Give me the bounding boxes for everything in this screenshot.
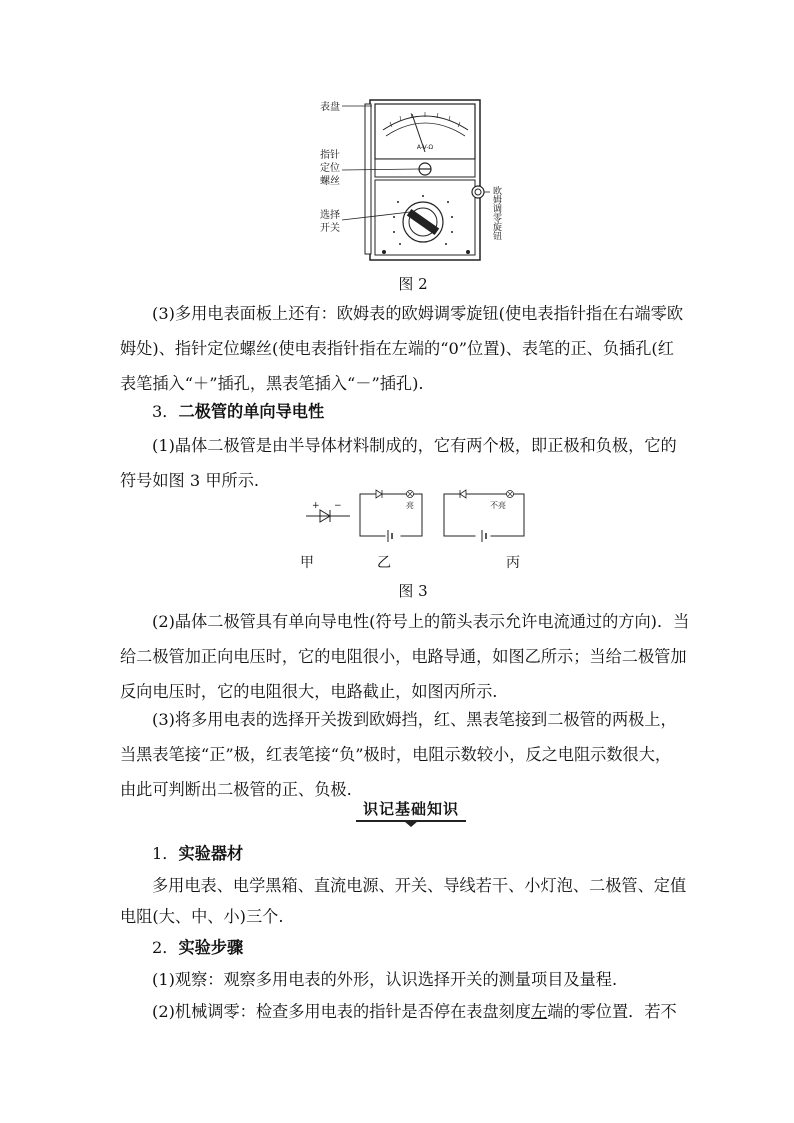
text-line: 给二极管加正向电压时，它的电阻很小，电路导通，如图乙所示；当给二极管加 [120, 647, 687, 666]
figure-2-caption: 图 2 [398, 275, 428, 293]
section-number: 2． [152, 938, 179, 957]
section-title: 实验步骤 [178, 938, 244, 957]
figure-3-label-c: 丙 [506, 555, 520, 571]
figure-3-label-a: 甲 [300, 555, 314, 571]
text-line [120, 994, 676, 1029]
diode-circuit-figure [300, 486, 540, 546]
section-number: 3． [152, 402, 179, 421]
section-title: 实验器材 [178, 844, 244, 863]
section-3-heading [152, 394, 708, 429]
text-line: 反向电压时，它的电阻很大，电路截止，如图丙所示. [120, 682, 498, 701]
paragraph-diode-intro [120, 428, 676, 463]
paragraph-panel-features-cont [120, 331, 676, 401]
selector-label-2: 开关 [320, 223, 340, 234]
pointer-screw-label-3: 螺丝 [320, 176, 340, 187]
ohm-knob-label: 欧姆调零旋钮 [491, 186, 501, 240]
paragraph-judge-polarity-cont [120, 737, 676, 807]
section-1-heading [152, 836, 708, 871]
selector-label-1: 选择 [320, 210, 340, 221]
section-number: 1． [152, 844, 179, 863]
pointer-screw-label-1: 指针 [320, 150, 340, 161]
step-mechanical-zero [120, 994, 676, 1029]
step-text-before: (2)机械调零：检查多用电表的指针是否停在表盘刻度 [152, 1002, 532, 1021]
paragraph-unidirectional-cont [120, 639, 687, 709]
banner-title: 识记基础知识 [362, 800, 459, 818]
text-line: 当黑表笔接“正”极，红表笔接“负”极时，电阻示数较小，反之电阻示数很大， [120, 745, 672, 764]
text-line: (2)晶体二极管具有单向导电性(符号上的箭头表示允许电流通过的方向)．当 [152, 612, 690, 631]
text-line: (3)将多用电表的选择开关拨到欧姆挡，红、黑表笔接到二极管的两极上， [152, 710, 677, 729]
step-observe [120, 962, 676, 997]
multimeter-figure [318, 92, 508, 264]
underlined-word: 左 [531, 1002, 548, 1021]
figure-3-caption: 图 3 [398, 582, 428, 600]
section-banner [352, 798, 470, 828]
paragraph-equipment [120, 868, 687, 903]
banner-underline [352, 818, 470, 828]
dial-label: 表盘 [320, 102, 340, 113]
paragraph-panel-features [120, 296, 684, 331]
section-title: 二极管的单向导电性 [178, 402, 325, 421]
plus-sign: + [312, 501, 320, 511]
lit-label: 亮 [406, 501, 414, 510]
pointer-screw-label-2: 定位 [320, 163, 340, 174]
paragraph-equipment-cont [120, 899, 676, 934]
text-line: (3)多用电表面板上还有：欧姆表的欧姆调零旋钮(使电表指针指在右端零欧 [152, 304, 684, 323]
figure-3-label-b: 乙 [377, 555, 391, 571]
minus-sign: − [334, 501, 342, 511]
text-line: (1)观察：观察多用电表的外形，认识选择开关的测量项目及量程. [152, 970, 618, 989]
text-line: 姆处)、指针定位螺丝(使电表指针指在左端的“0”位置)、表笔的正、负插孔(红 [120, 339, 674, 358]
step-text-after: 端的零位置．若不 [547, 1002, 677, 1021]
text-line: (1)晶体二极管是由半导体材料制成的，它有两个极，即正极和负极，它的 [152, 436, 677, 455]
text-line: 多用电表、电学黑箱、直流电源、开关、导线若干、小灯泡、二极管、定值 [152, 876, 687, 895]
text-line: 表笔插入“＋”插孔，黑表笔插入“－”插孔). [120, 374, 424, 393]
text-line: 由此可判断出二极管的正、负极. [120, 780, 352, 799]
section-2-heading [152, 930, 708, 965]
unlit-label: 不亮 [490, 501, 506, 510]
paragraph-unidirectional [120, 604, 690, 639]
dial-text: A-V-Ω [416, 144, 434, 151]
text-line: 电阻(大、中、小)三个. [120, 907, 284, 926]
paragraph-judge-polarity [120, 702, 676, 737]
text-line: 符号如图 3 甲所示. [120, 471, 260, 490]
